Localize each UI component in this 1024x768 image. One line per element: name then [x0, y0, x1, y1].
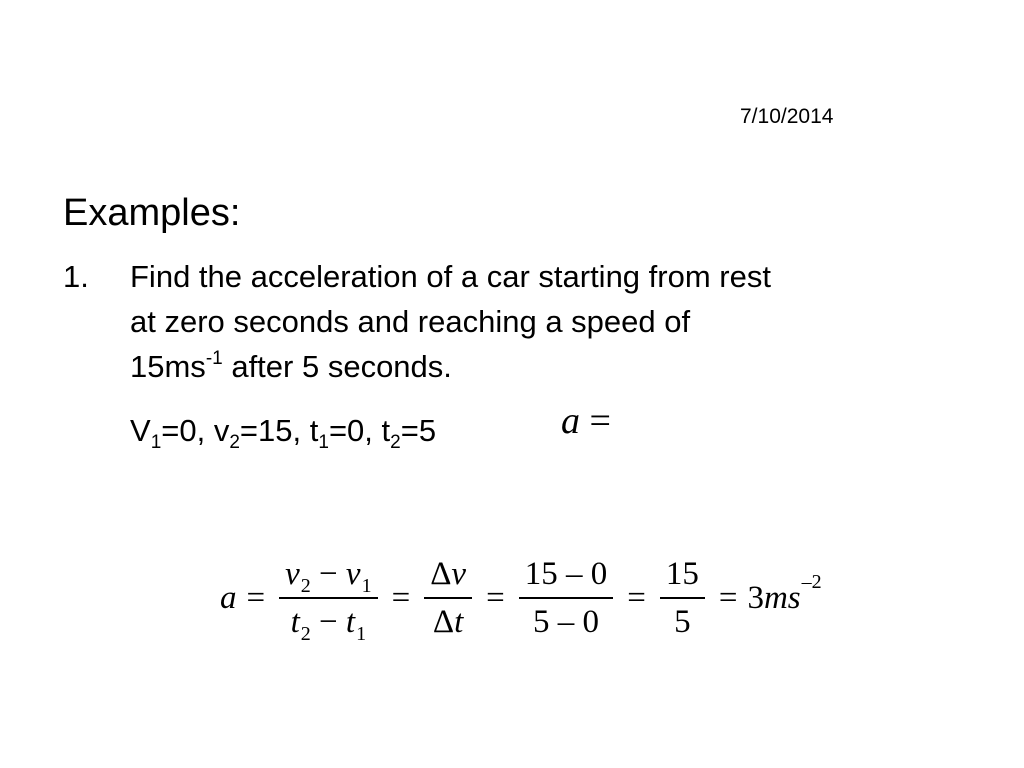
fraction-1-denominator: [285, 602, 372, 645]
fraction-4-numerator: 15: [665, 556, 699, 592]
v1-label: V: [130, 413, 151, 448]
t2-value: =5: [400, 413, 437, 448]
fraction-simplified: [660, 554, 705, 642]
v2-var: v: [285, 556, 300, 592]
item-line-1: Find the acceleration of a car starting from rest: [130, 259, 771, 294]
result-unit: ms: [763, 579, 801, 616]
slide-heading: Examples:: [63, 192, 241, 234]
a-equals-sign: =: [589, 400, 611, 442]
eq-sign-1: =: [246, 579, 266, 616]
eq-sign-2: =: [391, 579, 411, 616]
list-item-text: [130, 254, 1000, 389]
fraction-3-bar: [519, 597, 614, 599]
t1-value: =0,: [328, 413, 382, 448]
eq-sign-3: =: [486, 579, 505, 616]
list-item-number: 1.: [63, 259, 89, 294]
eq-sign-4: =: [627, 579, 646, 616]
v1-value: =0,: [161, 413, 214, 448]
item-line-3-rest: after 5 seconds.: [222, 349, 452, 384]
t2-var: t: [290, 604, 300, 640]
a-var: a: [561, 400, 580, 442]
minus-sign: −: [319, 604, 338, 640]
a-equals-label: [561, 398, 611, 444]
fraction-3-numerator: 15 – 0: [524, 556, 608, 592]
v2-value: =15,: [239, 413, 310, 448]
fraction-2-numerator: [424, 554, 472, 594]
t1-var: t: [345, 604, 356, 640]
minus-sign: −: [319, 556, 338, 592]
acceleration-equation: [220, 550, 822, 646]
v1-var: v: [345, 556, 361, 592]
fraction-3-denominator: 5 – 0: [532, 604, 599, 640]
fraction-1-bar: [279, 597, 377, 599]
fraction-delta: [424, 554, 472, 642]
eq-sign-5: =: [718, 579, 738, 616]
v2-subscript: 2: [300, 575, 311, 597]
fraction-4-denominator: 5: [674, 604, 691, 640]
delta-symbol: Δ: [432, 604, 455, 640]
speed-value: 15ms: [130, 349, 206, 384]
t1-subscript: 1: [356, 623, 367, 645]
fraction-substituted: [519, 554, 614, 642]
slide-date: 7/10/2014: [740, 105, 834, 128]
t2-label: t: [381, 413, 391, 448]
delta-symbol: Δ: [430, 556, 452, 592]
fraction-4-bar: [660, 597, 705, 599]
eq-result: [747, 570, 822, 617]
fraction-1-numerator: [279, 554, 377, 597]
speed-exponent: -1: [205, 348, 223, 369]
t2-subscript: 2: [300, 623, 311, 645]
result-coefficient: 3: [747, 579, 764, 616]
v2-label: v: [213, 413, 230, 448]
result-exponent: –2: [801, 570, 822, 593]
delta-v-var: v: [451, 556, 467, 592]
fraction-2-denominator: [427, 602, 469, 642]
item-line-2: at zero seconds and reaching a speed of: [130, 304, 691, 339]
fraction-velocity-difference: [279, 554, 377, 645]
item-line-3: [130, 344, 1000, 389]
delta-t-var: t: [454, 604, 464, 640]
t1-sub: 1: [318, 432, 329, 453]
given-values: [130, 408, 436, 453]
v1-sub: 1: [150, 432, 162, 453]
v2-sub: 2: [229, 432, 240, 453]
fraction-2-bar: [424, 597, 472, 599]
t2-sub: 2: [390, 432, 401, 453]
eq-lhs: a: [220, 579, 237, 616]
v1-subscript: 1: [361, 575, 372, 597]
t1-label: t: [309, 413, 319, 448]
